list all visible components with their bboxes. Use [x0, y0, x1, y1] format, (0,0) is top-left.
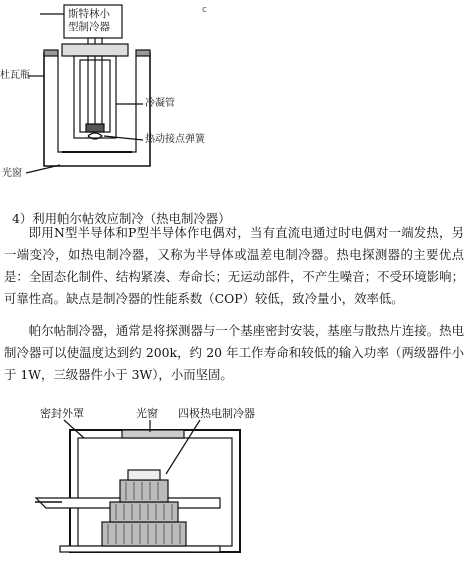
paragraph-1: 即用N型半导体和P型半导体作电偶对，当有直流电通过时电偶对一端发热，另一端变冷，如热电制冷器，又称为半导体或温差电制冷器。热电探测器的主要优点是：全固态化制件、结构紧凑、寿命长；无运动部件，不产生噪音；不受环境影响；可靠性高。缺点是制冷器的性能系数（COP）较低，致冷量小，效率低。 — [4, 225, 464, 306]
condenser-label: 冷凝管 — [145, 98, 175, 109]
section-heading: 4）利用帕尔帖效应制冷（热电制冷器） — [12, 211, 231, 226]
tec-label: 四极热电制冷器 — [178, 407, 255, 420]
cooler-label: 斯特林小 型制冷器 — [68, 8, 110, 33]
spring-label: 热动接点弹簧 — [145, 134, 205, 145]
dewar-label: 杜瓦瓶 — [0, 70, 30, 81]
window-label-1: 光窗 — [2, 168, 22, 179]
cover-label: 密封外罩 — [40, 407, 84, 420]
corner-mark: c — [202, 5, 207, 15]
window-label-2: 光窗 — [136, 407, 158, 420]
tec-diagram — [0, 400, 467, 580]
paragraph-2: 帕尔帖制冷器，通常是将探测器与一个基座密封安装，基座与散热片连接。热电制冷器可以使温度达到约 200k，约 20 年工作寿命和较低的输入功率（两级器件小于 1W，三级器件小于 3W），小而坚固。 — [4, 323, 464, 382]
